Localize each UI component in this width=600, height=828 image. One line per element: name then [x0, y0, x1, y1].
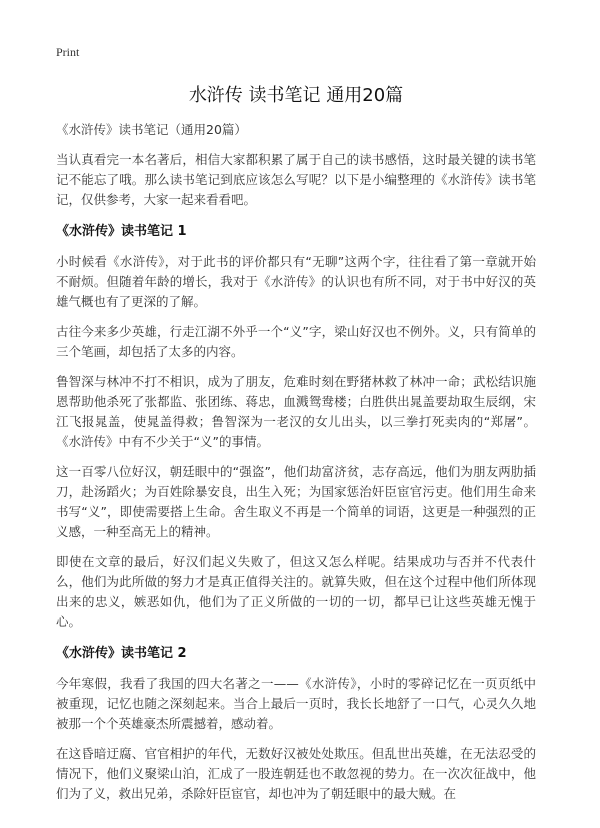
section-1-paragraph-3: 鲁智深与林冲不打不相识，成为了朋友，危难时刻在野猪林救了林冲一命；武松结识施恩帮助他杀死了张都监、张团练、蒋忠，血溅鸳鸯楼；白胜供出晁盖要劫取生辰纲，宋江飞报晁盖，使晁盖得救；鲁智深为一老汉的女儿出头，以三拳打死卖肉的“郑屠”。《水浒传》中有不少关于“义”的事情。 — [56, 374, 536, 449]
print-link[interactable]: Print — [56, 45, 80, 59]
section-heading-2: 《水浒传》读书笔记 2 — [56, 646, 187, 661]
section-2-paragraph-1: 今年寒假，我看了我国的四大名著之一——《水浒传》，小时的零碎记忆在一页页纸中被重现，记忆也随之深刻起来。当合上最后一页时，我长长地舒了一口气，心灵久久地被那一个个英雄豪杰所震撼着，感动着。 — [56, 676, 536, 731]
section-1-paragraph-1: 小时候看《水浒传》，对于此书的评价都只有“无聊”这两个字，往往看了第一章就开始不耐烦。但随着年龄的增长，我对于《水浒传》的认识也有所不同，对于书中好汉的英雄气概也有了更深的了解。 — [56, 254, 536, 309]
section-2-paragraph-2: 在这昏暗迂腐、官官相护的年代，无数好汉被处处欺压。但乱世出英雄，在无法忍受的情况下，他们义聚梁山泊，汇成了一股连朝廷也不敢忽视的势力。在一次次征战中，他们为了义，救出兄弟，杀除奸臣宦官，却也冲为了朝廷眼中的最大贼。在 — [56, 746, 536, 801]
section-1-paragraph-5: 即使在文章的最后，好汉们起义失败了，但这又怎么样呢。结果成功与否并不代表什么，他们为此所做的努力才是真正值得关注的。就算失败，但在这个过程中他们所体现出来的忠义，嫉恶如仇，他们为了正义所做的一切的一切，都早已让这些英雄无愧于心。 — [56, 554, 536, 629]
document-title: 水浒传 读书笔记 通用20篇 — [188, 85, 404, 106]
section-1-paragraph-2: 古往今来多少英雄，行走江湖不外乎一个“义”字，梁山好汉也不例外。义，只有简单的三个笔画，却包括了太多的内容。 — [56, 324, 536, 359]
document-subtitle: 《水浒传》读书笔记（通用20篇） — [56, 122, 247, 137]
section-heading-1: 《水浒传》读书笔记 1 — [56, 224, 187, 239]
intro-paragraph: 当认真看完一本名著后，相信大家都积累了属于自己的读书感悟，这时最关键的读书笔记不能忘了哦。那么读书笔记到底应该怎么写呢？以下是小编整理的《水浒传》读书笔记，仅供参考，大家一起来看看吧。 — [56, 152, 536, 207]
section-1-paragraph-4: 这一百零八位好汉，朝廷眼中的“强盗”，他们劫富济贫，志存高远，他们为朋友两肋插刀，赴汤蹈火；为百姓除暴安良，出生入死；为国家惩治奸臣宦官污吏。他们用生命来书写“义”，即使需要搭上生命。舍生取义不再是一个简单的词语，这更是一种强烈的正义感，一种至高无上的精神。 — [56, 464, 536, 539]
